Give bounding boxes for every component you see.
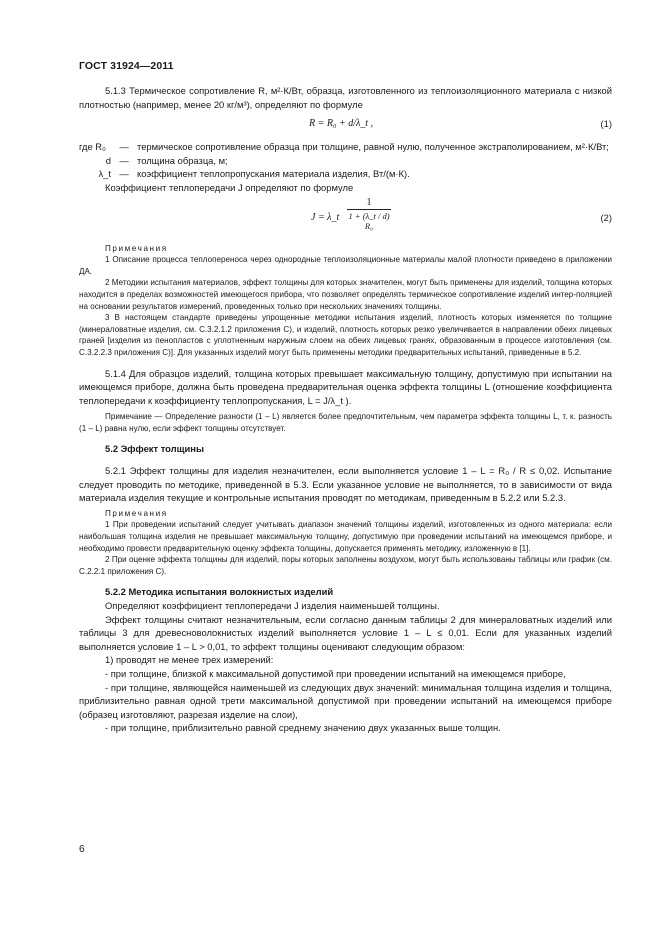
formula-1 <box>79 115 612 137</box>
where-symbol: λ_t <box>98 168 111 180</box>
formula-2-denominator: 1 + (λ_t / d) R₀ <box>348 210 390 231</box>
where-symbol: d <box>105 154 111 166</box>
formula-2-lhs: J = λ_t <box>311 211 340 223</box>
note-5-1-4: Примечание — Определение разности (1 – L) является более предпочтительным, чем параметра эффекта толщины L, т. к. разность (1 – L) равна нулю, если эффект толщины отсутствует. <box>79 412 612 433</box>
paragraph-5-1-3: 5.1.3 Термическое сопротивление R, м²·К/Вт, образца, изготовленного из теплоизоляционного материала с низкой плотностью (например, менее 20 кг/м³), определяют по формуле <box>79 85 612 110</box>
where-symbol: где R₀ <box>79 141 106 153</box>
paragraph-transfer-coefficient: Коэффициент теплопередачи J определяют по формуле <box>105 181 354 193</box>
formula-2-number: (2) <box>600 211 612 223</box>
page-content <box>79 84 612 735</box>
note-item: 1 При проведении испытаний следует учитывать диапазон значений толщины изделий, изготовленных из одного материала: если наибольшая толщина изделия не превышает максимальную толщину, допустимую при проведении испытаний на имеющемся приборе, и необходимо провести предварительную оценку эффекта толщины, допускается применять методику, изложенную в [1]. <box>79 520 612 553</box>
list-item: - при толщине, близкой к максимальной допустимой при проведении испытаний на имеющемся приборе, <box>105 667 566 679</box>
where-item-r0 <box>79 140 612 154</box>
note-item: 2 Методики испытания материалов, эффект толщины для которых значителен, могут быть применены для изделий, толщина которых находится в пределах возможностей имеющегося прибора, что позволяет определять термическое сопротивление изделий интер-поляцией на основании результатов измерений, проведенных только при нескольких значениях толщины. <box>79 278 612 311</box>
paragraph-5-2-2: Определяют коэффициент теплопередачи J изделия наименьшей толщины. <box>105 600 440 611</box>
where-text: толщина образца, м; <box>137 154 228 166</box>
list-item: 1) проводят не менее трех измерений: <box>105 654 274 666</box>
list-item: - при толщине, являющейся наименьшей из следующих двух значений: минимальная толщина изделия и толщина, приблизительно равная одной трети максимальной допустимой при проведении испытаний на имеющемся приборе (образец изготовляют, разрезая изделие на слои), <box>79 681 612 720</box>
note-item: 1 Описание процесса теплопереноса через однородные теплоизоляционные материалы малой плотности приведено в приложении ДА. <box>79 255 612 276</box>
notes-heading: Примечания <box>105 243 168 253</box>
formula-2 <box>79 195 612 243</box>
where-text: термическое сопротивление образца при толщине, равной нулю, полученное экстраполированием, м²·К/Вт; <box>137 141 609 153</box>
where-item-d <box>79 154 612 168</box>
formula-2-fraction <box>347 197 391 231</box>
section-heading-5-2-2: 5.2.2 Методика испытания волокнистых изделий <box>105 586 334 598</box>
standard-header: ГОСТ 31924—2011 <box>79 60 174 72</box>
paragraph-5-1-4: 5.1.4 Для образцов изделий, толщина которых превышает максимальную толщину, допустимую при испытании на имеющемся приборе, должна быть проведена предварительная оценка эффекта толщины L (отношение коэффициента теплопередачи к коэффициенту теплопропускания, L = J/λ_t ). <box>79 367 612 406</box>
where-dash: — <box>119 141 129 153</box>
formula-1-number: (1) <box>600 118 612 130</box>
where-item-lambda <box>79 167 612 181</box>
paragraph-5-2-2: Эффект толщины считают незначительным, если согласно данным таблицы 2 для минераловатных изделий или таблицы 3 для древесноволокнистых изделий выполняется условие 1 – L ≤ 0,01. Если для указанных изделий выполняется условие 1 – L > 0,01, то эффект толщины оценивают следующим образом: <box>79 613 612 652</box>
note-item: 2 При оценке эффекта толщины для изделий, поры которых заполнены воздухом, могут быть использованы таблицы или график (см. С.2.2.1 приложения С). <box>79 555 612 576</box>
formula-1-expression: R = R₀ + d/λ_t , <box>309 118 374 130</box>
list-item: - при толщине, приблизительно равной среднему значению двух указанных выше толщин. <box>105 722 501 734</box>
where-text: коэффициент теплопропускания материала изделия, Вт/(м·К). <box>137 168 410 180</box>
notes-heading: Примечания <box>105 508 168 518</box>
where-dash: — <box>119 154 129 166</box>
section-heading-5-2: 5.2 Эффект толщины <box>105 443 204 455</box>
note-item: 3 В настоящем стандарте приведены упрощенные методики испытания изделий, плотность которых изменяется по толщине (минераловатные изделия, см. С.3.2.1.2 приложения С), и изделий, плотность которых резко увеличивается в направлении обеих лицевых граней [изделия из пенопластов с уплотненным наружным слоем на обеих лицевых гранях, образованным в процессе изготовления (см. С.3.2.2.3 приложения С)]. Для указанных изделий могут быть применены методики предварительных испытаний, приведенные в 5.2. <box>79 313 612 357</box>
formula-2-numerator: 1 <box>347 197 391 210</box>
where-dash: — <box>119 168 129 180</box>
paragraph-5-2-1: 5.2.1 Эффект толщины для изделия незначителен, если выполняется условие 1 – L = R₀ / R ≤ 0,02. Испытание следует проводить по методике, приведенной в 5.3. Если указанное условие не выполняется, то в зависимости от вида материала изделия текущие и контрольные испытания проводят по методикам, приведенным в 5.2.2 или 5.2.3. <box>79 465 612 504</box>
page-number: 6 <box>79 844 85 855</box>
